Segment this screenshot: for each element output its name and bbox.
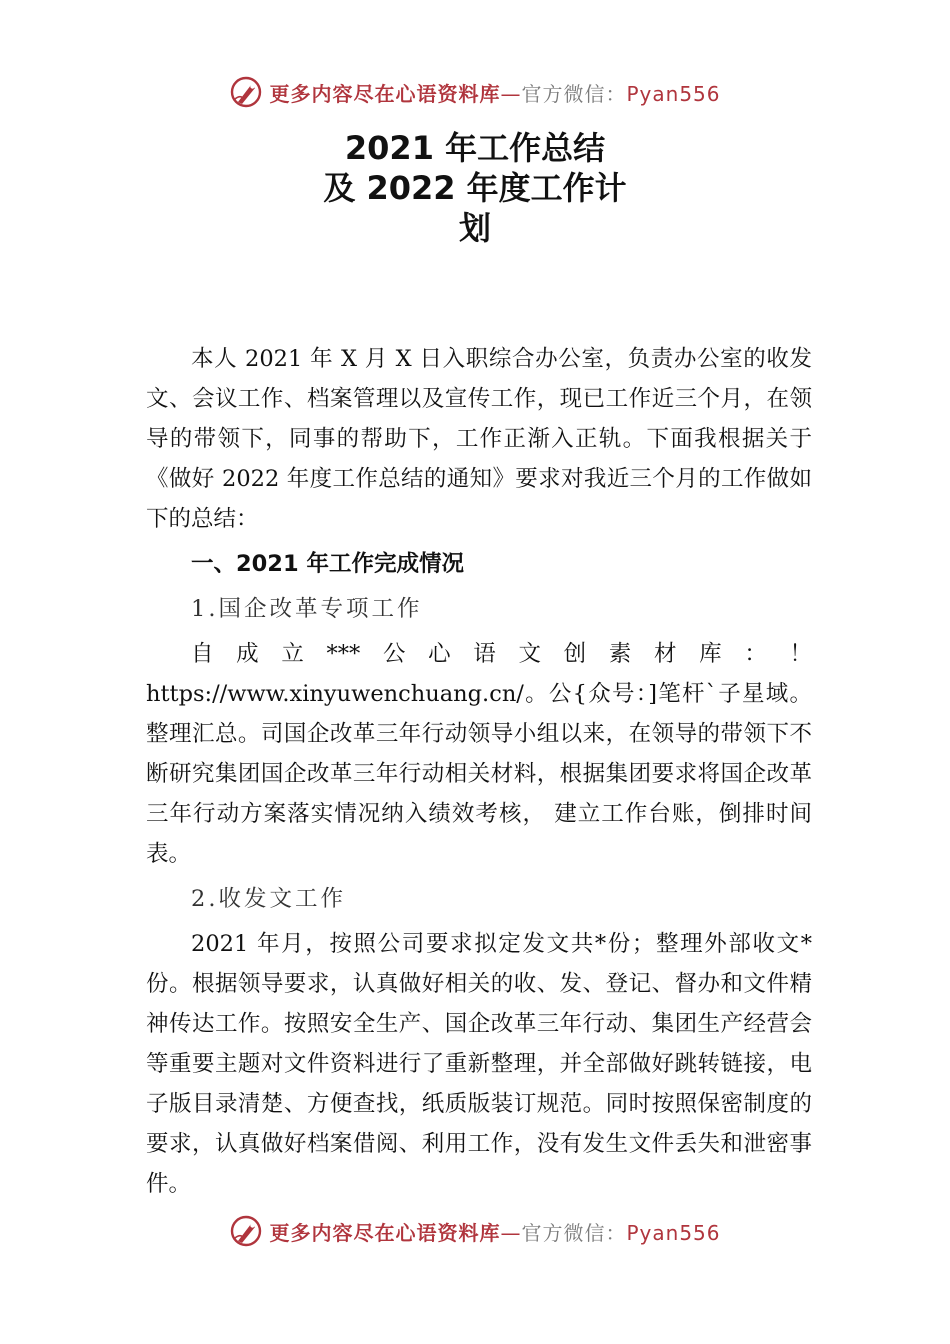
document-title (0, 128, 950, 248)
footer-dash: — (500, 1220, 522, 1245)
document-body (146, 339, 812, 1209)
footer-banner (0, 1211, 950, 1251)
title-line-1: 2021 年工作总结 (344, 129, 606, 167)
footer-site-name: 更多内容尽在心语资料库 (269, 1220, 501, 1245)
item-heading-2: 2.收发文工作 (191, 886, 346, 912)
pen-nib-logo-icon (229, 75, 263, 109)
footer-wechat-label: 官方微信： (521, 1220, 627, 1245)
banner-wechat-id: Pyan556 (626, 81, 721, 106)
section-heading-1: 一、2021 年工作完成情况 (191, 551, 464, 577)
item-paragraph-1: 自成立***公心语文创素材库：！https://www.xinyuwenchuang.cn/。公{众号：]笔杆`子星域。整理汇总。司国企改革三年行动领导小组以来，在领导的带领下不断研究集团国企改革三年行动相关材料，根据集团要求将国企改革三年行动方案落实情况纳入绩效考核， 建立工作台账，倒排时间表。 (146, 641, 812, 867)
banner-wechat-label: 官方微信： (521, 81, 627, 106)
title-line-3: 划 (458, 209, 491, 247)
pen-nib-logo-icon (229, 1214, 263, 1248)
footer-wechat-id: Pyan556 (626, 1220, 721, 1245)
banner-site-name: 更多内容尽在心语资料库 (269, 81, 501, 106)
item-paragraph-2: 2021 年月，按照公司要求拟定发文共*份；整理外部收文*份。根据领导要求，认真做好相关的收、发、登记、督办和文件精神传达工作。按照安全生产、国企改革三年行动、集团生产经营会等重要主题对文件资料进行了重新整理，并全部做好跳转链接，电子版目录清楚、方便查找，纸质版装订规范。同时按照保密制度的要求，认真做好档案借阅、利用工作，没有发生文件丢失和泄密事件。 (146, 931, 812, 1197)
intro-paragraph: 本人 2021 年 X 月 X 日入职综合办公室，负责办公室的收发文、会议工作、档案管理以及宣传工作，现已工作近三个月，在领导的带领下，同事的帮助下，工作正渐入正轨。下面我根据关于《做好 2022 年度工作总结的通知》要求对我近三个月的工作做如下的总结： (146, 346, 812, 532)
title-line-2: 及 2022 年度工作计 (323, 169, 627, 207)
header-banner (0, 72, 950, 112)
banner-dash: — (500, 81, 522, 106)
item-heading-1: 1.国企改革专项工作 (191, 596, 423, 622)
